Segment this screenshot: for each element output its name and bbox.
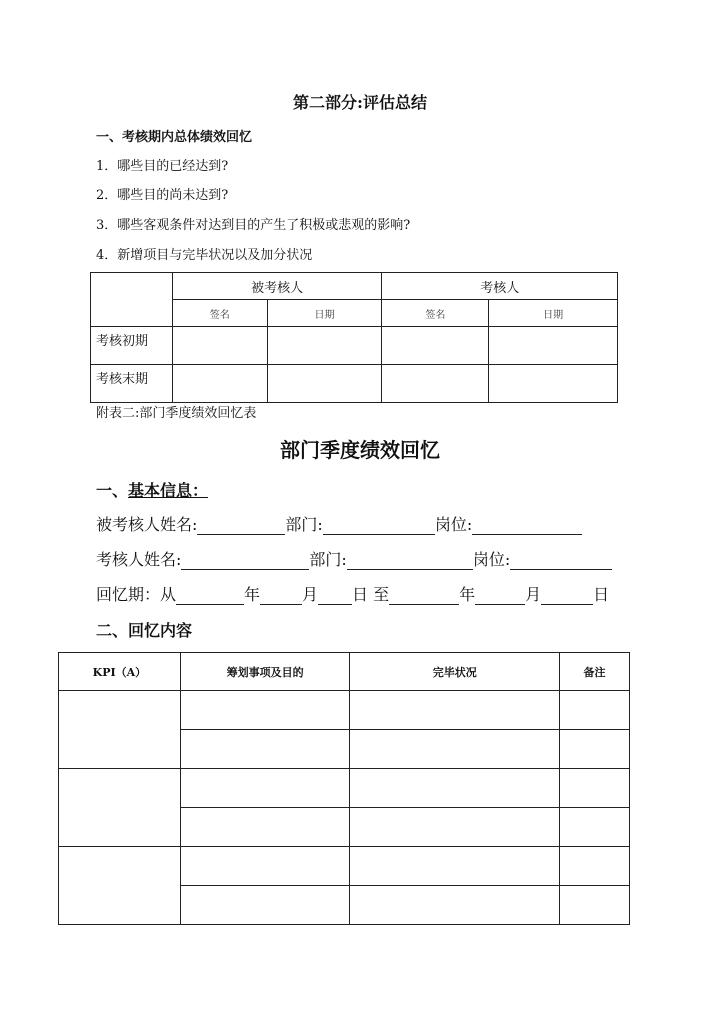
- completion-cell[interactable]: [350, 808, 560, 847]
- end-year-field[interactable]: [389, 586, 459, 605]
- end-month-field[interactable]: [475, 586, 525, 605]
- month-label: 月: [302, 585, 319, 604]
- kpi-table: [58, 652, 630, 925]
- completion-cell[interactable]: [350, 886, 560, 925]
- completion-header: 完毕状况: [350, 653, 560, 691]
- part2-title: 第二部分:评估总结: [293, 93, 427, 112]
- plan-cell[interactable]: [180, 847, 350, 886]
- kpi-header: KPI（A）: [59, 653, 181, 691]
- kpi-cell[interactable]: [59, 691, 181, 769]
- appraiser-name-label: 考核人姓名:: [96, 550, 182, 569]
- year2-label: 年: [459, 585, 476, 604]
- period-label: 回忆期：从: [96, 585, 177, 604]
- kpi-cell[interactable]: [59, 769, 181, 847]
- table-row: [91, 365, 618, 403]
- start-month-field[interactable]: [260, 586, 302, 605]
- date-cell[interactable]: [267, 327, 382, 365]
- plan-cell[interactable]: [180, 886, 350, 925]
- appraisee-post-label: 岗位:: [434, 515, 473, 534]
- table-row: [59, 847, 630, 886]
- completion-cell[interactable]: [350, 730, 560, 769]
- appraiser-post-field[interactable]: [510, 551, 612, 570]
- remarks-cell[interactable]: [560, 730, 630, 769]
- completion-cell[interactable]: [350, 847, 560, 886]
- question-1: 1．哪些目的已经达到?: [96, 159, 229, 174]
- basic-info-prefix: 一、: [96, 481, 129, 500]
- remarks-cell[interactable]: [560, 886, 630, 925]
- appraiser-signature-header: 签名: [382, 300, 489, 327]
- start-year-field[interactable]: [176, 586, 244, 605]
- table-row: [59, 769, 630, 808]
- appraiser-dept-field[interactable]: [347, 551, 473, 570]
- question-4: 4．新增项目与完毕状况以及加分状况: [96, 248, 313, 263]
- signature-cell[interactable]: [172, 365, 267, 403]
- basic-info-heading: [96, 478, 208, 501]
- year-label: 年: [244, 585, 261, 604]
- section-overall-review-heading: 一、考核期内总体绩效回忆: [96, 130, 253, 145]
- signature-table: [90, 272, 618, 403]
- date-cell[interactable]: [489, 365, 618, 403]
- appraisee-dept-label: 部门:: [285, 515, 323, 534]
- remarks-header: 备注: [560, 653, 630, 691]
- review-period-line: [96, 582, 609, 605]
- completion-cell[interactable]: [350, 691, 560, 730]
- completion-cell[interactable]: [350, 769, 560, 808]
- appraisee-name-field[interactable]: [197, 516, 285, 535]
- day2-label: 日: [593, 585, 610, 604]
- question-3: 3．哪些客观条件对达到目的产生了积极或悲观的影响?: [96, 218, 411, 233]
- plan-header: 筹划事项及目的: [180, 653, 350, 691]
- kpi-cell[interactable]: [59, 847, 181, 925]
- start-day-field[interactable]: [318, 586, 352, 605]
- month2-label: 月: [525, 585, 542, 604]
- signature-cell[interactable]: [172, 327, 267, 365]
- appraisee-dept-field[interactable]: [323, 516, 435, 535]
- form-title: 部门季度绩效回忆: [280, 438, 440, 462]
- end-day-field[interactable]: [541, 586, 593, 605]
- question-2: 2．哪些目的尚未达到?: [96, 188, 229, 203]
- basic-info-label: 基本信息：: [128, 481, 209, 500]
- table-row: [59, 691, 630, 730]
- remarks-cell[interactable]: [560, 808, 630, 847]
- appraiser-header: 考核人: [382, 273, 618, 300]
- signature-cell[interactable]: [382, 327, 489, 365]
- plan-cell[interactable]: [180, 730, 350, 769]
- appraiser-post-label: 岗位:: [472, 550, 511, 569]
- review-content-heading: 二、回忆内容: [96, 621, 193, 640]
- appraiser-info-line: [96, 547, 612, 570]
- appraisee-signature-header: 签名: [172, 300, 267, 327]
- row-label-final: 考核末期: [91, 365, 173, 403]
- empty-corner-cell: [91, 273, 173, 327]
- date-cell[interactable]: [267, 365, 382, 403]
- remarks-cell[interactable]: [560, 847, 630, 886]
- date-cell[interactable]: [489, 327, 618, 365]
- day-to-label: 日 至: [352, 585, 390, 604]
- appraisee-post-field[interactable]: [472, 516, 582, 535]
- plan-cell[interactable]: [180, 808, 350, 847]
- appraiser-date-header: 日期: [489, 300, 618, 327]
- plan-cell[interactable]: [180, 769, 350, 808]
- appraisee-date-header: 日期: [267, 300, 382, 327]
- remarks-cell[interactable]: [560, 691, 630, 730]
- appraiser-name-field[interactable]: [181, 551, 309, 570]
- row-label-initial: 考核初期: [91, 327, 173, 365]
- table-row: [91, 327, 618, 365]
- appraisee-header: 被考核人: [172, 273, 382, 300]
- plan-cell[interactable]: [180, 691, 350, 730]
- appraisee-info-line: [96, 512, 582, 535]
- appendix-caption: 附表二:部门季度绩效回忆表: [96, 406, 257, 421]
- signature-cell[interactable]: [382, 365, 489, 403]
- appraisee-name-label: 被考核人姓名:: [96, 515, 198, 534]
- appraiser-dept-label: 部门:: [309, 550, 347, 569]
- remarks-cell[interactable]: [560, 769, 630, 808]
